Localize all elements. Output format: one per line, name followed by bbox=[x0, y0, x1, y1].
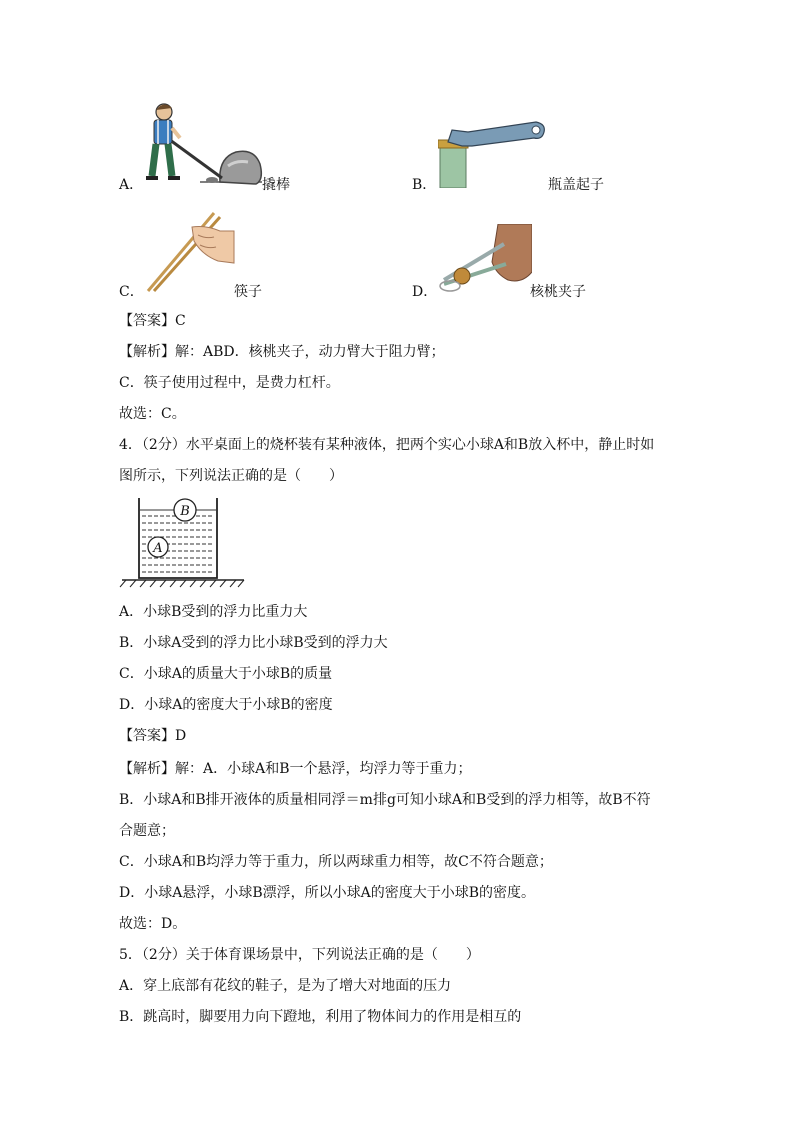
option-c-letter: C． bbox=[119, 284, 144, 300]
q4-analysis-line-3: 合题意； bbox=[119, 823, 175, 839]
chopsticks-illustration bbox=[144, 205, 236, 293]
option-a-label: 撬棒 bbox=[262, 177, 290, 193]
ball-b-label: B bbox=[180, 504, 190, 519]
q5-option-b: B．跳高时，脚要用力向下蹬地，利用了物体间力的作用是相互的 bbox=[119, 1009, 522, 1025]
q4-analysis-line-2: B．小球A和B排开液体的质量相同浮＝m排g可知小球A和B受到的浮力相等，故B不符 bbox=[119, 792, 651, 808]
nutcracker-illustration bbox=[438, 224, 532, 294]
q5-option-a: A．穿上底部有花纹的鞋子，是为了增大对地面的压力 bbox=[119, 978, 452, 994]
option-d-letter: D． bbox=[412, 284, 438, 300]
q3-answer: 【答案】C bbox=[119, 313, 186, 329]
option-a-letter: A． bbox=[119, 177, 144, 193]
q4-analysis-line-4: C．小球A和B均浮力等于重力，所以两球重力相等，故C不符合题意； bbox=[119, 854, 553, 870]
option-b-label: 瓶盖起子 bbox=[548, 177, 604, 193]
option-d-label: 核桃夹子 bbox=[530, 284, 586, 300]
q4-option-d: D．小球A的密度大于小球B的密度 bbox=[119, 697, 333, 713]
bottle-opener-illustration bbox=[438, 120, 548, 188]
q4-option-b: B．小球A受到的浮力比小球B受到的浮力大 bbox=[119, 635, 388, 651]
q4-option-a: A．小球B受到的浮力比重力大 bbox=[119, 604, 308, 620]
q4-stem-line-1: 4．（2分）水平桌面上的烧杯装有某种液体，把两个实心小球A和B放入杯中，静止时如 bbox=[119, 437, 655, 453]
option-b-letter: B． bbox=[412, 177, 437, 193]
crowbar-illustration bbox=[140, 100, 264, 188]
q4-answer: 【答案】D bbox=[119, 728, 187, 744]
q3-analysis-line-3: 故选：C。 bbox=[119, 406, 186, 422]
q3-analysis-line-2: C．筷子使用过程中，是费力杠杆。 bbox=[119, 375, 340, 391]
q5-stem: 5．（2分）关于体育课场景中，下列说法正确的是（ ） bbox=[119, 947, 480, 963]
q4-analysis-line-5: D．小球A悬浮，小球B漂浮，所以小球A的密度大于小球B的密度。 bbox=[119, 885, 536, 901]
q3-analysis-line-1: 【解析】解：ABD．核桃夹子，动力臂大于阻力臂； bbox=[119, 344, 445, 360]
q4-stem-line-2: 图所示，下列说法正确的是（ ） bbox=[119, 468, 343, 484]
q4-analysis-line-1: 【解析】解：A．小球A和B一个悬浮，均浮力等于重力； bbox=[119, 761, 472, 777]
q4-option-c: C．小球A的质量大于小球B的质量 bbox=[119, 666, 333, 682]
q4-analysis-line-6: 故选：D。 bbox=[119, 916, 187, 932]
ball-a-label: A bbox=[153, 541, 163, 556]
beaker-figure bbox=[118, 494, 248, 588]
option-c-label: 筷子 bbox=[234, 284, 262, 300]
